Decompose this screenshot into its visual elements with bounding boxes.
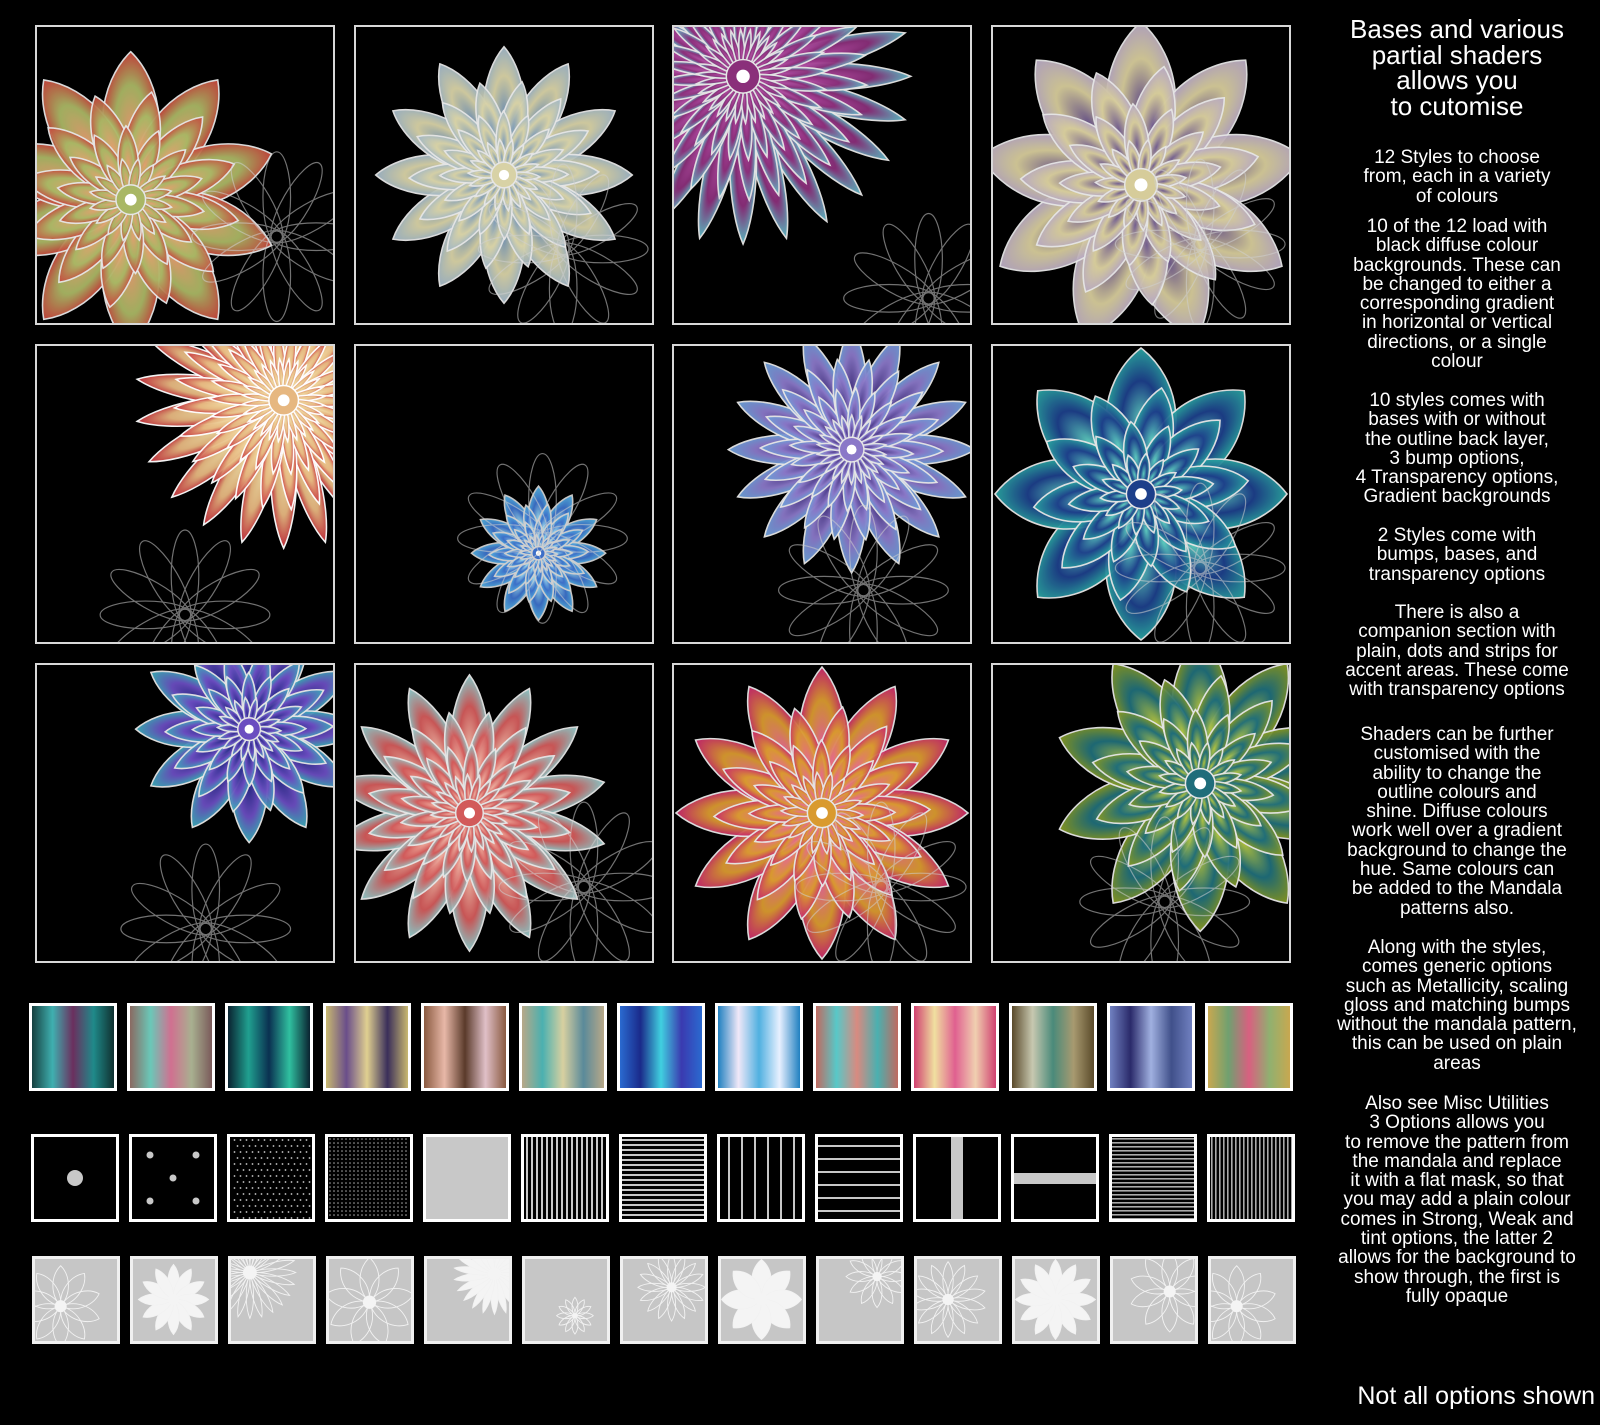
mandala-icon <box>356 346 652 642</box>
pattern-swatch-7 <box>619 1134 707 1222</box>
pattern-swatch-5 <box>423 1134 511 1222</box>
pattern-swatch-12 <box>1109 1134 1197 1222</box>
style-tile-3 <box>672 25 972 325</box>
mask-swatch-1 <box>32 1256 120 1344</box>
gradient-swatch-13 <box>1205 1003 1293 1091</box>
mandala-mask-icon <box>35 1259 117 1341</box>
sidebar-paragraph-8: Also see Misc Utilities 3 Options allows you to remove the pattern from the mandala and replace it with a flat mask, so that you may add a plain colour comes in Strong, Weak and tint options, the latter 2 allows for the background to show through, the first is fully opaque <box>1338 1093 1576 1307</box>
gradient-swatch-11 <box>1009 1003 1097 1091</box>
footer-note: Not all options shown <box>1357 1382 1595 1410</box>
mandala-icon <box>993 346 1289 642</box>
gradient-swatch-8 <box>715 1003 803 1091</box>
vertical-bar-icon <box>916 1137 998 1219</box>
mandala-icon <box>356 27 652 323</box>
mandala-icon <box>993 665 1289 961</box>
mask-swatch-7 <box>620 1256 708 1344</box>
pattern-swatch-6 <box>521 1134 609 1222</box>
mask-swatch-9 <box>816 1256 904 1344</box>
style-tile-12 <box>991 663 1291 963</box>
sidebar-paragraph-6: Shaders can be further customised with the ability to change the outline colours and shine. Diffuse colours work well over a gradient background to change the hue. Same colours can be added to the Mandala patterns also. <box>1347 724 1567 919</box>
sidebar-title: Bases and various partial shaders allows you to cutomise <box>1350 14 1564 121</box>
style-tile-6 <box>354 344 654 644</box>
mask-swatch-3 <box>228 1256 316 1344</box>
fine-vertical-stripes-icon <box>1210 1137 1292 1219</box>
dots-icon <box>132 1137 214 1219</box>
pattern-swatch-4 <box>325 1134 413 1222</box>
mask-swatch-12 <box>1110 1256 1198 1344</box>
dot-icon <box>34 1137 116 1219</box>
pattern-swatch-10 <box>913 1134 1001 1222</box>
style-tile-8 <box>991 344 1291 644</box>
mandala-mask-icon <box>721 1259 803 1341</box>
style-tile-2 <box>354 25 654 325</box>
mandala-mask-icon <box>231 1259 313 1341</box>
mask-swatch-13 <box>1208 1256 1296 1344</box>
gradient-swatch-10 <box>911 1003 999 1091</box>
fine-horizontal-stripes-icon <box>1112 1137 1194 1219</box>
mask-swatch-11 <box>1012 1256 1100 1344</box>
mandala-mask-icon <box>917 1259 999 1341</box>
dense-dots-icon <box>328 1137 410 1219</box>
style-tile-1 <box>35 25 335 325</box>
gradient-swatch-9 <box>813 1003 901 1091</box>
mandala-icon <box>674 665 970 961</box>
sidebar-paragraph-5: There is also a companion section with plain, dots and strips for accent areas. These come with transparency options <box>1345 602 1569 701</box>
pattern-swatch-1 <box>31 1134 119 1222</box>
mask-swatch-5 <box>424 1256 512 1344</box>
style-tile-9 <box>35 663 335 963</box>
mandala-mask-icon <box>623 1259 705 1341</box>
mandala-mask-icon <box>329 1259 411 1341</box>
gradient-swatch-3 <box>225 1003 313 1091</box>
mandala-icon <box>356 665 652 961</box>
sidebar-paragraph-4: 2 Styles come with bumps, bases, and transparency options <box>1368 525 1546 585</box>
sidebar-paragraph-2: 10 of the 12 load with black diffuse colour backgrounds. These can be changed to either a corresponding gradient in horizontal or vertical directions, or a single colour <box>1353 216 1561 373</box>
horizontal-stripes-icon <box>622 1137 704 1219</box>
gradient-swatch-4 <box>323 1003 411 1091</box>
pattern-swatch-13 <box>1207 1134 1295 1222</box>
wide-horizontal-stripes-icon <box>818 1137 900 1219</box>
mandala-mask-icon <box>1211 1259 1293 1341</box>
mandala-icon <box>37 665 333 961</box>
mandala-mask-icon <box>525 1259 607 1341</box>
pattern-swatch-8 <box>717 1134 805 1222</box>
mandala-mask-icon <box>1113 1259 1195 1341</box>
mandala-icon <box>674 27 970 323</box>
gradient-swatch-5 <box>421 1003 509 1091</box>
gradient-swatch-7 <box>617 1003 705 1091</box>
mask-swatch-10 <box>914 1256 1002 1344</box>
gradient-swatch-12 <box>1107 1003 1195 1091</box>
mask-swatch-2 <box>130 1256 218 1344</box>
style-tile-11 <box>672 663 972 963</box>
style-tile-5 <box>35 344 335 644</box>
sidebar-paragraph-1: 12 Styles to choose from, each in a variety of colours <box>1363 147 1551 207</box>
vertical-stripes-icon <box>524 1137 606 1219</box>
pattern-swatch-9 <box>815 1134 903 1222</box>
gradient-swatch-1 <box>29 1003 117 1091</box>
pattern-swatch-3 <box>227 1134 315 1222</box>
mandala-icon <box>674 346 970 642</box>
pattern-swatch-2 <box>129 1134 217 1222</box>
mask-swatch-4 <box>326 1256 414 1344</box>
mandala-mask-icon <box>1015 1259 1097 1341</box>
style-tile-4 <box>991 25 1291 325</box>
plain-icon <box>426 1137 508 1219</box>
mandala-icon <box>37 346 333 642</box>
horizontal-bar-icon <box>1014 1137 1096 1219</box>
mask-swatch-8 <box>718 1256 806 1344</box>
gradient-swatch-2 <box>127 1003 215 1091</box>
mandala-icon <box>993 27 1289 323</box>
mandala-mask-icon <box>819 1259 901 1341</box>
fine-dots-icon <box>230 1137 312 1219</box>
gradient-swatch-6 <box>519 1003 607 1091</box>
sidebar-paragraph-3: 10 styles comes with bases with or without the outline back layer, 3 bump options, 4 Transparency options, Gradient backgrounds <box>1355 390 1559 508</box>
pattern-swatch-11 <box>1011 1134 1099 1222</box>
mandala-mask-icon <box>133 1259 215 1341</box>
mandala-icon <box>37 27 333 323</box>
sidebar-paragraph-7: Along with the styles, comes generic options such as Metallicity, scaling gloss and matching bumps without the mandala pattern, this can be used on plain areas <box>1337 937 1577 1074</box>
wide-vertical-stripes-icon <box>720 1137 802 1219</box>
style-tile-10 <box>354 663 654 963</box>
mandala-mask-icon <box>427 1259 509 1341</box>
style-tile-7 <box>672 344 972 644</box>
mask-swatch-6 <box>522 1256 610 1344</box>
